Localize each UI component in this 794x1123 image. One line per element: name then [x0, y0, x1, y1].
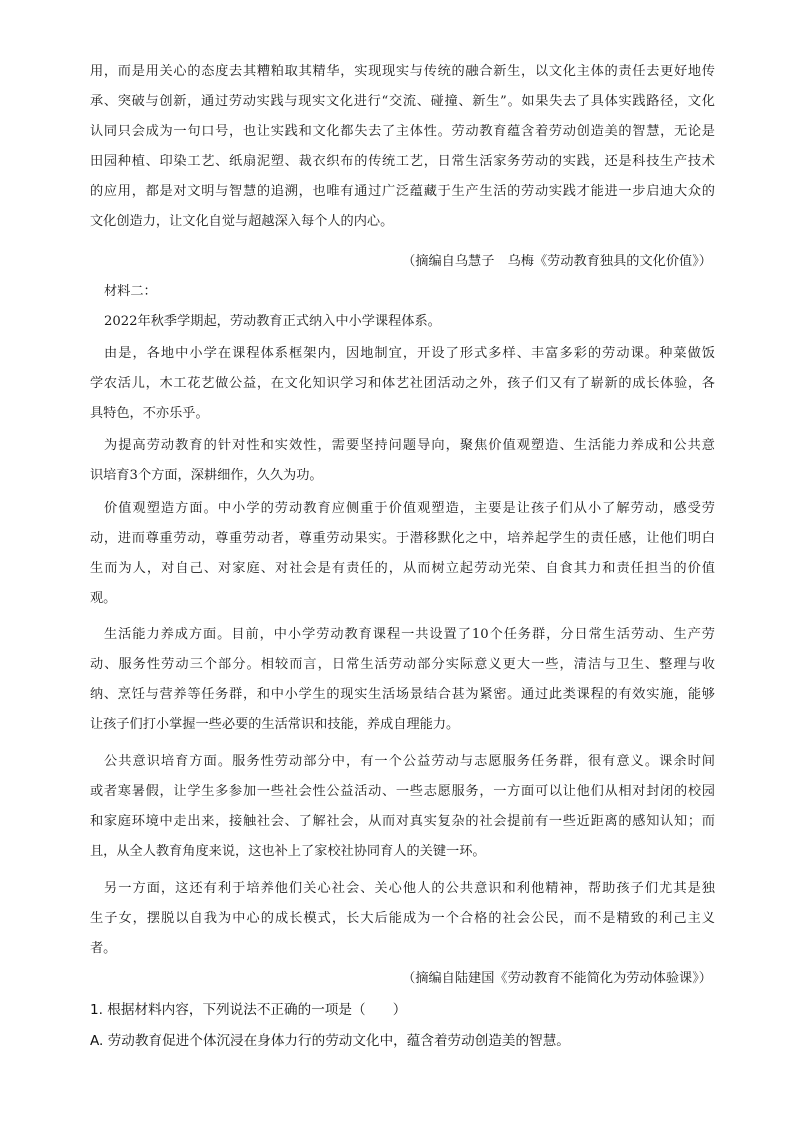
question-stem: 1. 根据材料内容，下列说法不正确的一项是（ ）	[90, 1002, 407, 1018]
paragraph-5-line: 让孩子们打小掌握一些必要的生活常识和技能，养成自理能力。	[90, 717, 460, 732]
paragraph-6-line: 公共意识培育方面。服务性劳动部分中，有一个公益劳动与志愿服务任务群，很有意义。课余时间	[104, 754, 715, 769]
paragraph-3-line: 为提高劳动教育的针对性和实效性，需要坚持问题导向，聚焦价值观塑造、生活能力养成和公共意	[104, 438, 715, 453]
paragraph-4-line: 价值观塑造方面。中小学的劳动教育应侧重于价值观塑造，主要是让孩子们从小了解劳动，感受劳	[104, 501, 715, 516]
paragraph-5-line: 纳、烹饪与营养等任务群，和中小学生的现实生活场景结合甚为紧密。通过此类课程的有效实施，能够	[90, 687, 715, 702]
paragraph-5-line: 动、服务性劳动三个部分。相较而言，日常生活劳动部分实际意义更大一些，清洁与卫生、整理与收	[90, 657, 715, 672]
material1-line: 田园种植、印染工艺、纸扇泥塑、裁衣织布的传统工艺，日常生活家务劳动的实践，还是科技生产技术	[90, 154, 715, 169]
paragraph-3-line: 识培育3个方面，深耕细作，久久为功。	[90, 468, 323, 483]
paragraph-1: 2022年秋季学期起，劳动教育正式纳入中小学课程体系。	[104, 314, 441, 329]
source-citation-2: （摘编自陆建国《劳动教育不能简化为劳动体验课》）	[402, 971, 712, 986]
paragraph-4-line: 动，进而尊重劳动，尊重劳动者，尊重劳动果实。于潜移默化之中，培养起学生的责任感，让他们明白	[90, 531, 715, 546]
paragraph-2-line: 学农活儿，木工花艺做公益，在文化知识学习和体艺社团活动之外，孩子们又有了崭新的成长体验，各	[90, 376, 715, 391]
paragraph-7-line: 另一方面，这还有利于培养他们关心社会、关心他人的公共意识和利他精神，帮助孩子们尤其是独	[104, 881, 715, 896]
source-citation-1: （摘编自乌慧子 乌梅《劳动教育独具的文化价值》）	[402, 254, 712, 269]
paragraph-4-line: 生而为人，对自己、对家庭、对社会是有责任的，从而树立起劳动光荣、自食其力和责任担当的价值	[90, 561, 715, 576]
paragraph-7-line: 者。	[90, 941, 117, 956]
paragraph-6-line: 且，从全人教育角度来说，这也补上了家校社协同育人的关键一环。	[90, 844, 486, 859]
material1-line: 用，而是用关心的态度去其糟粕取其精华，实现现实与传统的融合新生，以文化主体的责任去更好地传	[90, 64, 715, 79]
paragraph-4-line: 观。	[90, 591, 117, 606]
material1-line: 文化创造力，让文化自觉与超越深入每个人的内心。	[90, 214, 394, 229]
paragraph-6-line: 或者寒暑假，让学生多参加一些社会性公益活动、一些志愿服务，一方面可以让他们从相对封闭的校园	[90, 784, 715, 799]
paragraph-5-line: 生活能力养成方面。目前，中小学劳动教育课程一共设置了10个任务群，分日常生活劳动、生产劳	[104, 627, 715, 642]
material1-line: 认同只会成为一句口号，也让实践和文化都失去了主体性。劳动教育蕴含着劳动创造美的智慧，无论是	[90, 124, 715, 139]
paragraph-2-line: 由是，各地中小学在课程体系框架内，因地制宜，开设了形式多样、丰富多彩的劳动课。种菜做饭	[104, 346, 715, 361]
option-a: A. 劳动教育促进个体沉浸在身体力行的劳动文化中，蕴含着劳动创造美的智慧。	[90, 1033, 570, 1049]
paragraph-2-line: 具特色，不亦乐乎。	[90, 406, 209, 421]
paragraph-7-line: 生子女，摆脱以自我为中心的成长模式，长大后能成为一个合格的社会公民，而不是精致的利己主义	[90, 911, 715, 926]
material1-line: 承、突破与创新，通过劳动实践与现实文化进行“交流、碰撞、新生”。如果失去了具体实践路径，文化	[90, 94, 715, 109]
material1-line: 的应用，都是对文明与智慧的追溯，也唯有通过广泛蕴藏于生产生活的劳动实践才能进一步启迪大众的	[90, 184, 715, 199]
material2-label: 材料二：	[104, 284, 157, 299]
paragraph-6-line: 和家庭环境中走出来，接触社会、了解社会，从而对真实复杂的社会提前有一些近距离的感知认知；而	[90, 814, 715, 829]
